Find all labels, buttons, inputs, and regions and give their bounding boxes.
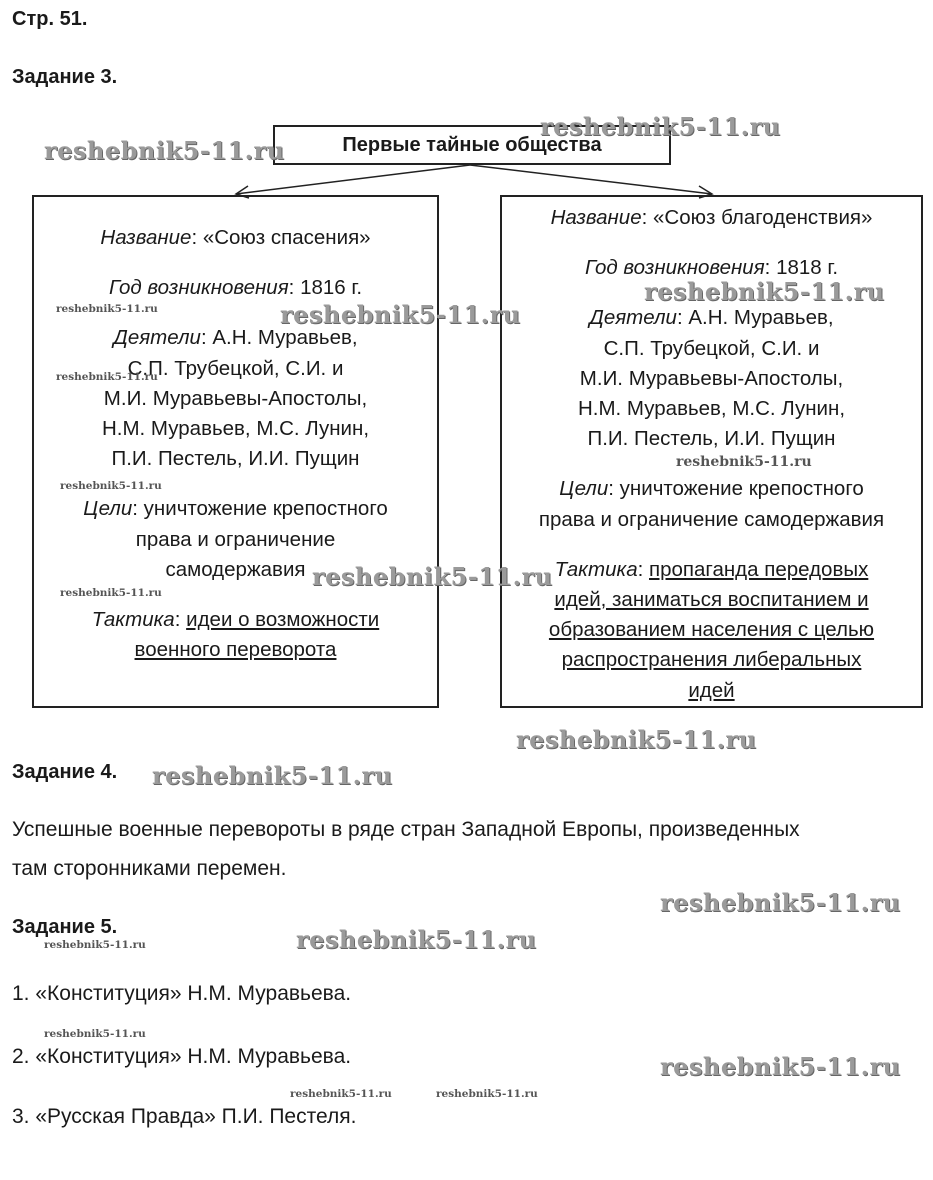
tactics-line: распространения либеральных [561, 648, 862, 672]
members-line: Н.М. Муравьев, М.С. Лунин, [101, 417, 370, 441]
watermark-small: reshebnik5-11.ru [56, 371, 158, 383]
watermark-small: reshebnik5-11.ru [436, 1088, 538, 1100]
members-line: П.И. Пестель, И.И. Пущин [111, 447, 360, 471]
society-name-row: Название: «Союз благоденствия» [550, 206, 873, 229]
society-card-left [32, 195, 439, 708]
society-goals-row: Цели: уничтожение крепостного [559, 477, 864, 501]
members-line: С.П. Трубецкой, С.И. и [603, 336, 820, 360]
tactics-line: военного переворота [134, 638, 337, 662]
members-line: М.И. Муравьевы-Апостолы, [103, 386, 368, 410]
members-line: С.П. Трубецкой, С.И. и [127, 356, 344, 380]
watermark-small: reshebnik5-11.ru [60, 587, 162, 599]
watermark-small: reshebnik5-11.ru [44, 1028, 146, 1040]
diagram-title: Первые тайные общества [273, 125, 671, 165]
members-line: Н.М. Муравьев, М.С. Лунин, [577, 397, 846, 421]
society-year-row: Год возникновения: 1816 г. [108, 276, 363, 300]
watermark: reshebnik5-11.ru [660, 888, 901, 917]
task-5-answer-item: 2. «Конституция» Н.М. Муравьева. [12, 1045, 352, 1068]
watermark-small: reshebnik5-11.ru [676, 454, 812, 470]
watermark: reshebnik5-11.ru [296, 925, 537, 954]
tactics-line: идей [688, 678, 735, 702]
society-year-row: Год возникновения: 1818 г. [584, 256, 839, 280]
society-tactics-row: Тактика: идеи о возможности [91, 608, 380, 632]
watermark: reshebnik5-11.ru [516, 725, 757, 754]
members-line: М.И. Муравьевы-Апостолы, [579, 366, 844, 390]
goals-line: самодержавия [165, 557, 306, 581]
watermark: reshebnik5-11.ru [44, 136, 285, 165]
watermark-small: reshebnik5-11.ru [56, 303, 158, 315]
watermark: reshebnik5-11.ru [312, 562, 553, 591]
watermark-small: reshebnik5-11.ru [290, 1088, 392, 1100]
watermark: reshebnik5-11.ru [644, 277, 885, 306]
task-4-answer-line: Успешные военные перевороты в ряде стран Западной Европы, произведенных [12, 818, 800, 841]
watermark: reshebnik5-11.ru [540, 112, 781, 141]
watermark: reshebnik5-11.ru [280, 300, 521, 329]
society-members-row: Деятели: А.Н. Муравьев, [113, 326, 358, 350]
arrow-right-line [470, 165, 712, 194]
task-5-heading: Задание 5. [12, 916, 118, 938]
task-3-heading: Задание 3. [12, 66, 118, 88]
arrow-left-line [236, 165, 470, 194]
task-5-answer-item: 3. «Русская Правда» П.И. Пестеля. [12, 1105, 357, 1128]
goals-line: права и ограничение [135, 527, 336, 551]
society-members-row: Деятели: А.Н. Муравьев, [589, 306, 834, 330]
society-name-row: Название: «Союз спасения» [100, 226, 371, 249]
task-4-heading: Задание 4. [12, 761, 118, 783]
tactics-line: идей, заниматься воспитанием и [554, 588, 869, 612]
society-goals-row: Цели: уничтожение крепостного [83, 497, 388, 521]
watermark: reshebnik5-11.ru [660, 1052, 901, 1081]
tactics-line: образованием населения с целью [548, 618, 875, 642]
society-tactics-row: Тактика: пропаганда передовых [554, 557, 869, 581]
members-line: П.И. Пестель, И.И. Пущин [587, 427, 836, 451]
watermark: reshebnik5-11.ru [152, 761, 393, 790]
task-4-answer-line: там сторонниками перемен. [12, 857, 287, 880]
watermark-small: reshebnik5-11.ru [44, 939, 146, 951]
task-5-answer-item: 1. «Конституция» Н.М. Муравьева. [12, 982, 352, 1005]
society-card-right [500, 195, 923, 708]
goals-line: права и ограничение самодержавия [538, 507, 885, 531]
page-reference: Стр. 51. [12, 8, 88, 30]
watermark-small: reshebnik5-11.ru [60, 480, 162, 492]
